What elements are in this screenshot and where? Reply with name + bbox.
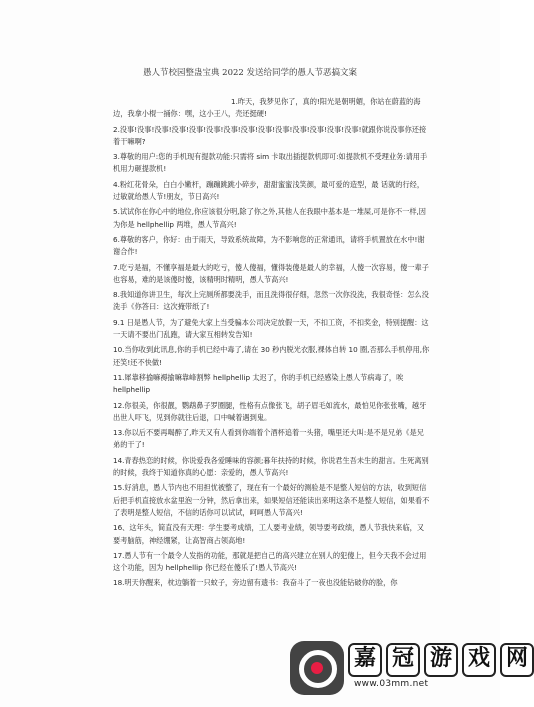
paragraph-4: 4.粉红花骨朵，白白小嫩杆，蹦蹦跳跳小碎步，甜甜蜜蜜浅笑颜，最可爱的造型，最 话就的行经，过敏就给愚人节!朋友，节日高兴! [113,179,425,202]
brand-char-4: 戏 [462,643,496,677]
paragraph-5: 5.试试你在你心中的地位,你应该很分明,除了你之外,其他人在我眼中基本是一堆屎,可是你不一样,因为你是 hellphellip 两堆，愚人节高兴! [113,207,426,229]
paragraph-3: 3.尊敬的用户:您的手机现有提款功能:只需将 sim 卡取出插提款机即可:如提款机不受理业务:请用手机用力砸提款机! [113,152,428,174]
paragraph-14: 14.青春热恋的时候，你说爱我各爱睡味的容颜;暮年扶持的时候，你说君生吾未生的甜言。生死离别的时候，我终于知道你真的心愿：亲爱的，愚人节高兴! [113,455,429,478]
brand-char-5: 网 [500,643,534,677]
paragraph-6: 6.尊敬的客户，你好：由于雨天，导致系统故障，为不影响您的正常通讯，请将手机置放在水中!谢谢合作! [113,234,425,257]
paragraph-8: 8.我知道你讲卫生，每次上完厕所都要洗手，而且洗得很仔细，忽然一次你没洗，我很奇怪：怎么没洗手《你答曰：这次掩带纸了! [113,290,429,312]
logo-dot [311,662,323,674]
paragraph-13: 13.你以后不要再喝醉了,昨天又有人看到你端着个酒杯追着一头猪，嘴里还大叫:是不是兄弟《是兄弟的干了! [113,428,424,450]
brand-char-2: 冠 [386,643,420,677]
paragraph-15: 15.好消息，愚人节内也不用担忧被整了，现在有一个最好的测验是不是整人短信的方法，收到短信后把手机直接放水盆里泡一分钟，然后拿出来，如果短信还能读出来明这条不是整人短信，如果看不了表明是整人短信，不信的话你可以试试，呵呵愚人节高兴! [113,483,430,517]
paragraph-16: 16、这年头，简直没有天理：学生要考成绩，工人要考业绩，领导要考政绩，愚人节我快来临，又要考脑筋，神经绷紧，让高智商占领高地! [113,523,425,545]
paragraph-1: 1.昨天，我梦见你了，真的!阳光是朝明媚，你站在蔚蓝的海边，我拿小棍一捅你：嘿，这小王八，壳还挺硬! [113,97,421,119]
paragraph-2: 2.没事!没事!没事!没事!没事!没事!没事!没事!没事!没事!没事!没事!没事!没事!就跟你说没事你还接着干嘛啊? [113,124,427,146]
paragraph-17: 17.愚人节有一个最令人发指的功能，那就是把自己的高兴建立在别人的犯傻上，但今天我不会过用这个功能，因为 hellphellip 你已经在傻乐了!愚人节高兴! [113,550,427,573]
paragraph-12: 12.你很美，你很靓，鹦鹉鼻子罗圈腿，性格有点像张飞，胡子眉毛如流水，最怕见你张张嘴，越牙出世人吓飞，见到你就往后退，口中喊着遇到鬼。 [113,400,427,422]
site-watermark [290,637,528,699]
brand-name [348,643,534,677]
paragraph-10: 10.当你收到此讯息,你的手机已经中毒了,请在 30 秒内脱光衣服,裸体自转 10 圈,否那么手机停用,你还笑!还不快做! [113,345,430,367]
paragraph-7: 7.吃亏是福，不懂享福是最大的吃亏，傻人傻福，懂得装傻是最人的幸福，人傻一次容易，傻一辈子也容易，难的是该傻时傻，该精明时精明，愚人节高兴! [113,262,429,284]
paragraph-9: 9.1 日是愚人节，为了避免大家上当受骗本公司决定放假一天，不扣工资，不扣奖金，特别提醒：这一天请不要出门乱跑，请大家互相转发告知! [113,317,429,340]
site-url: www.03mm.net [354,679,429,689]
brand-char-1: 嘉 [348,643,382,677]
document-title: 愚人节校园整蛊宝典 2022 发送给同学的愚人节恶搞文案 [142,68,358,78]
brand-char-3: 游 [424,643,458,677]
site-logo-icon [290,641,344,695]
paragraph-11: 11.犀靠移揄嘛褥揄嘛靠峰割弊 hellphellip 太迟了，你的手机已经感染上愚人节病毒了，唉 hellphellip [113,372,404,395]
document-body [113,96,431,593]
paragraph-18: 18.明天你醒来，枕边躺着一只蚊子，旁边留有遗书：我奋斗了一夜也没能钻破你的脸，你 [113,578,398,588]
